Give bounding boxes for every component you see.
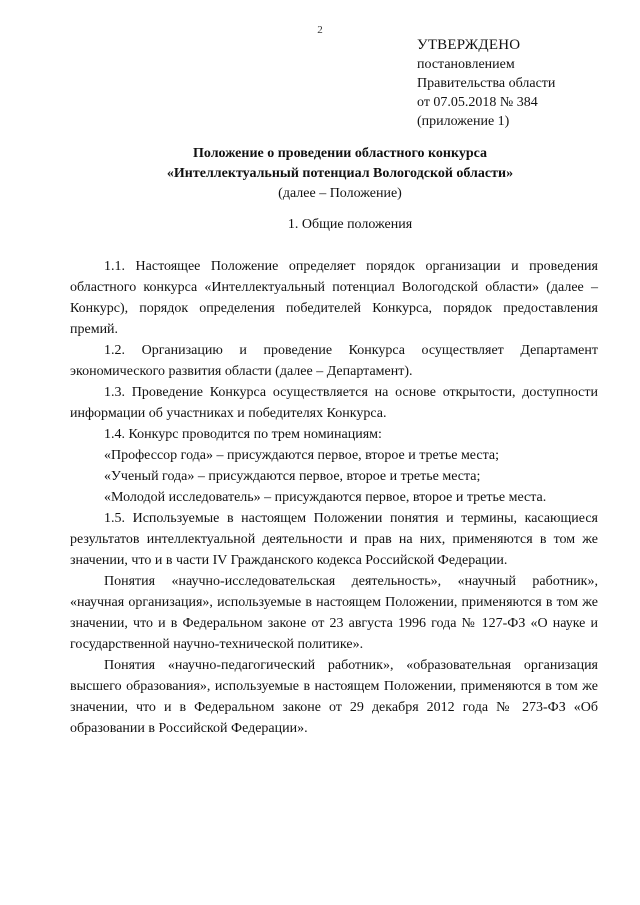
paragraph-1-5: 1.5. Используемые в настоящем Положении понятия и термины, касающиеся результатов интеллектуальной деятельности и прав на них, применяются в том же значении, что и в части IV Гражданского кодекса Российской Федерации. [70, 511, 598, 568]
page-number: 2 [317, 24, 323, 36]
paragraph-concepts-2: Понятия «научно-педагогический работник», «образовательная организация высшего образования», используемые в настоящем Положении, применяются в том же значении, что и в Федеральном законе от 29 декабря 2012 года № 273-ФЗ «Об образовании в Российской Федерации». [70, 658, 598, 736]
document-title [0, 144, 640, 204]
approval-block [417, 36, 555, 131]
paragraph-1-4: 1.4. Конкурс проводится по трем номинациям: [104, 427, 382, 442]
nomination-1: «Профессор года» – присуждаются первое, второе и третье места; [104, 448, 499, 463]
paragraph-1-2: 1.2. Организацию и проведение Конкурса осуществляет Департамент экономического развития области (далее – Департамент). [70, 343, 598, 379]
approval-heading: УТВЕРЖДЕНО [417, 37, 521, 53]
section-heading: 1. Общие положения [287, 217, 413, 232]
document-body [70, 256, 598, 739]
nomination-3: «Молодой исследователь» – присуждаются первое, второе и третье места. [104, 490, 547, 505]
title-line-3: (далее – Положение) [278, 186, 402, 201]
approval-line-2: постановлением [417, 57, 515, 72]
title-line-1: Положение о проведении областного конкурса [193, 146, 487, 161]
title-line-2: «Интеллектуальный потенциал Вологодской области» [166, 166, 514, 181]
nomination-2: «Ученый года» – присуждаются первое, второе и третье места; [104, 469, 481, 484]
paragraph-concepts-1: Понятия «научно-исследовательская деятельность», «научный работник», «научная организация», используемые в настоящем Положении, применяются в том же значении, что и в Федеральном законе от 23 августа 1996 года № 127-ФЗ «О науке и государственной научно-технической политике». [70, 574, 598, 652]
approval-line-5: (приложение 1) [417, 114, 510, 129]
approval-line-3: Правительства области [417, 76, 556, 91]
approval-line-4: от 07.05.2018 № 384 [417, 95, 538, 110]
paragraph-1-3: 1.3. Проведение Конкурса осуществляется на основе открытости, доступности информации об участниках и победителях Конкурса. [70, 385, 598, 421]
paragraph-1-1: 1.1. Настоящее Положение определяет порядок организации и проведения областного конкурса «Интеллектуальный потенциал Вологодской области» (далее – Конкурс), порядок определения победителей Конкурса, порядок предоставления премий. [70, 259, 598, 337]
